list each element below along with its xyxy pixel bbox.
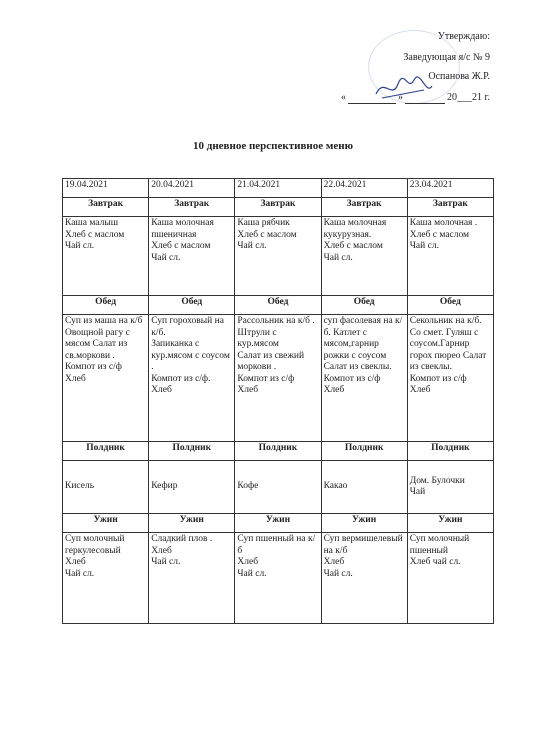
menu-cell: Секольник на к/б. Со смет. Гуляш с соусом.Гарнир горох пюрео Салат из свеклы. Компот из с/ф Хлеб [407,315,493,442]
menu-cell: Каша молочная пшеничная Хлеб с маслом Чай сл. [149,217,235,296]
meal-label: Завтрак [149,198,235,217]
meal-label: Ужин [63,514,149,533]
snack-row [63,461,494,514]
menu-cell: Каша малыш Хлеб с маслом Чай сл. [63,217,149,296]
menu-cell: Кефир [149,461,235,514]
menu-cell: Каша молочная кукурузная. Хлеб с маслом Чай сл. [321,217,407,296]
meal-label: Полдник [235,442,321,461]
date-cell: 23.04.2021 [407,179,493,198]
menu-table [62,178,494,624]
meal-header-lunch [63,296,494,315]
meal-label: Обед [235,296,321,315]
menu-cell: Какао [321,461,407,514]
date-cell: 21.04.2021 [235,179,321,198]
breakfast-row [63,217,494,296]
page-title: 10 дневное перспективное меню [193,140,353,152]
meal-label: Завтрак [63,198,149,217]
date-row [63,179,494,198]
lunch-row [63,315,494,442]
menu-cell: Кофе [235,461,321,514]
meal-label: Обед [407,296,493,315]
approval-block [330,30,490,104]
approval-line1: Утверждаю: [437,31,490,42]
menu-cell: Рассольник на к/б . Штрули с кур.мясом Салат из свежий моркови . Компот из с/ф Хлеб [235,315,321,442]
menu-cell: Суп из маша на к/б Овощной рагу с мясом Салат из св.моркови . Компот из с/ф Хлеб [63,315,149,442]
meal-label: Ужин [321,514,407,533]
meal-label: Ужин [149,514,235,533]
meal-label: Ужин [407,514,493,533]
meal-label: Полдник [321,442,407,461]
meal-header-breakfast [63,198,494,217]
approval-line3: Оспанова Ж.Р. [428,71,490,82]
meal-header-snack [63,442,494,461]
meal-label: Полдник [407,442,493,461]
menu-cell: Каша рябчик Хлеб с маслом Чай сл. [235,217,321,296]
menu-cell: суп фасолевая на к/б. Катлет с мясом,гарнир рожки с соусом Салат из свеклы. Компот из с/ф Хлеб [321,315,407,442]
date-close: » [398,92,404,103]
menu-cell: Дом. Булочки Чай [407,461,493,514]
date-cell: 20.04.2021 [149,179,235,198]
menu-cell: Каша молочная . Хлеб с маслом Чай сл. [407,217,493,296]
meal-label: Завтрак [407,198,493,217]
approval-line2: Заведующая я/с № 9 [403,52,490,63]
menu-cell: Суп молочный геркулесовый Хлеб Чай сл. [63,533,149,624]
menu-cell: Суп пшенный на к/б Хлеб Чай сл. [235,533,321,624]
menu-cell: Кисель [63,461,149,514]
menu-cell: Суп гороховый на к/б. Запиканка с кур.мясом с соусом . Компот из с/ф. Хлеб [149,315,235,442]
meal-label: Завтрак [235,198,321,217]
date-open: « [341,92,347,103]
meal-label: Полдник [149,442,235,461]
date-cell: 19.04.2021 [63,179,149,198]
meal-label: Полдник [63,442,149,461]
meal-label: Обед [149,296,235,315]
menu-cell: Сладкий плов . Хлеб Чай сл. [149,533,235,624]
date-year: 20___21 г. [447,92,490,103]
dinner-row [63,533,494,624]
meal-label: Ужин [235,514,321,533]
menu-cell: Суп молочный пшенный Хлеб чай сл. [407,533,493,624]
meal-label: Обед [63,296,149,315]
meal-header-dinner [63,514,494,533]
approval-date [330,91,490,104]
meal-label: Обед [321,296,407,315]
menu-cell: Суп вермишелевый на к/б Хлеб Чай сл. [321,533,407,624]
date-cell: 22.04.2021 [321,179,407,198]
meal-label: Завтрак [321,198,407,217]
